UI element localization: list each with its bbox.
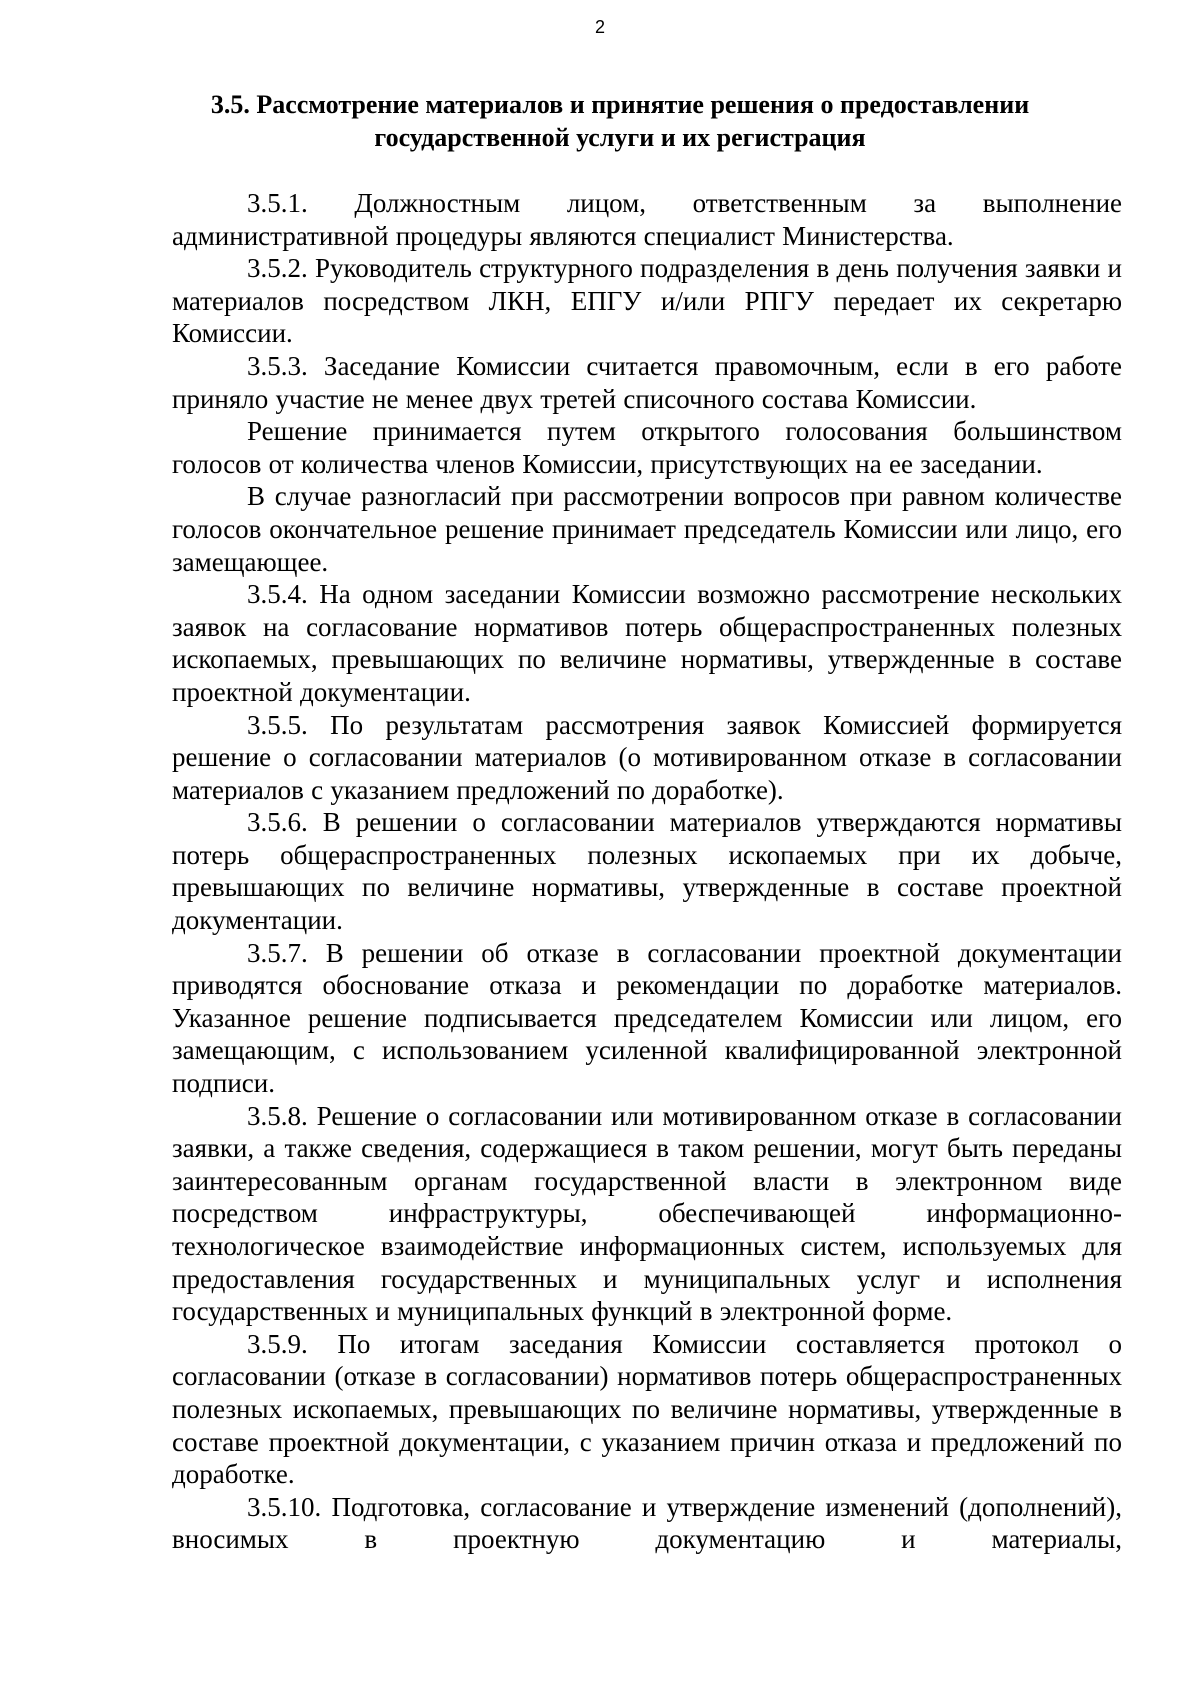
paragraph-3-5-9: 3.5.9. По итогам заседания Комиссии составляется протокол о согласовании (отказе в согласовании) нормативов потерь общераспространенных полезных ископаемых, превышающих по величине нормативы, утвержденные в составе проектной документации, с указанием причин отказа и предложений по доработке.: [172, 1328, 1122, 1490]
paragraph-3-5-1: 3.5.1. Должностным лицом, ответственным за выполнение административной процедуры являются специалист Министерства.: [172, 188, 1122, 251]
document-body: [172, 187, 1122, 1556]
page-number: 2: [594, 17, 605, 37]
paragraph-voting: Решение принимается путем открытого голосования большинством голосов от количества членов Комиссии, присутствующих на ее заседании.: [172, 416, 1122, 479]
paragraph-3-5-6: 3.5.6. В решении о согласовании материалов утверждаются нормативы потерь общераспространенных полезных ископаемых при их добыче, превышающих по величине нормативы, утвержденные в составе проектной документации.: [172, 807, 1122, 936]
paragraph-3-5-2: 3.5.2. Руководитель структурного подразделения в день получения заявки и материалов посредством ЛКН, ЕПГУ и/или РПГУ передает их секретарю Комиссии.: [172, 253, 1122, 349]
paragraph-3-5-4: 3.5.4. На одном заседании Комиссии возможно рассмотрение нескольких заявок на согласование нормативов потерь общераспространенных полезных ископаемых, превышающих по величине нормативы, утвержденные в составе проектной документации.: [172, 579, 1122, 707]
paragraph-3-5-3: 3.5.3. Заседание Комиссии считается правомочным, если в его работе приняло участие не менее двух третей списочного состава Комиссии.: [172, 350, 1122, 414]
paragraph-disagreements: В случае разногласий при рассмотрении вопросов при равном количестве голосов окончательное решение принимает председатель Комиссии или лицо, его замещающее.: [172, 481, 1122, 577]
section-title: 3.5. Рассмотрение материалов и принятие решения о предоставлении государственной услуги и их регистрация: [210, 90, 1030, 152]
paragraph-3-5-5: 3.5.5. По результатам рассмотрения заявок Комиссией формируется решение о согласовании материалов (о мотивированном отказе в согласовании материалов с указанием предложений по доработке).: [172, 709, 1122, 805]
paragraph-3-5-8: 3.5.8. Решение о согласовании или мотивированном отказе в согласовании заявки, а также сведения, содержащиеся в таком решении, могут быть переданы заинтересованным органам государственной власти в электронном виде посредством инфраструктуры, обеспечивающей информационно-технологическое взаимодействие информационных систем, используемых для предоставления государственных и муниципальных услуг и исполнения государственных и муниципальных функций в электронной форме.: [172, 1100, 1122, 1327]
paragraph-3-5-7: 3.5.7. В решении об отказе в согласовании проектной документации приводятся обоснование отказа и рекомендации по доработке материалов. Указанное решение подписывается председателем Комиссии или лицом, его замещающим, с использованием усиленной квалифицированной электронной подписи.: [172, 937, 1122, 1099]
paragraph-3-5-10: 3.5.10. Подготовка, согласование и утверждение изменений (дополнений), вносимых в проектную документацию и материалы,: [172, 1491, 1122, 1555]
